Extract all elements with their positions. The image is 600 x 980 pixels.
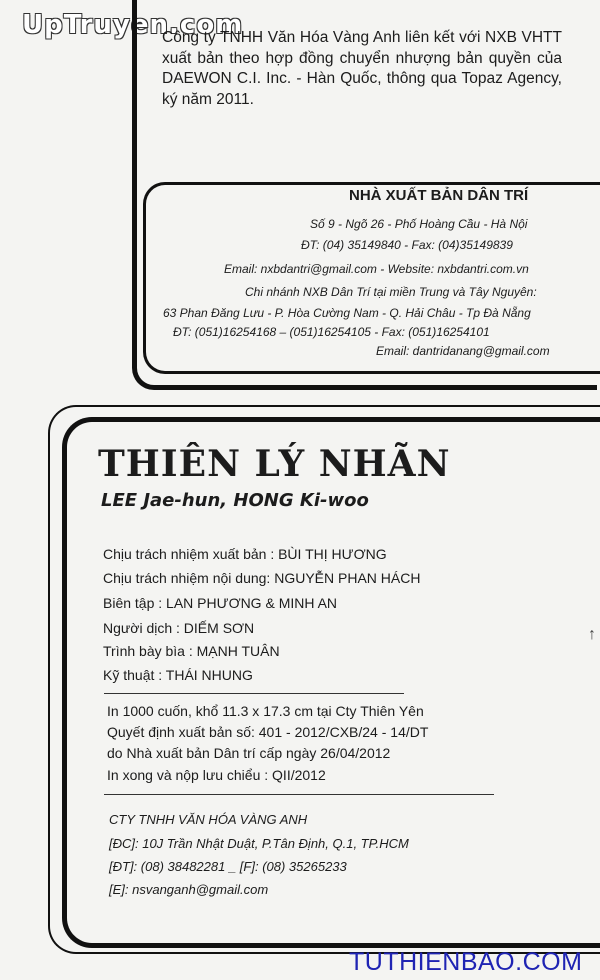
publishing-decision: Quyết định xuất bản số: 401 - 2012/CXB/24 - 14/DT [107,724,429,740]
divider-print [104,794,494,795]
credit-translator: Người dịch : DIẾM SƠN [103,620,255,636]
publishing-issued: do Nhà xuất bản Dân trí cấp ngày 26/04/2012 [107,745,391,761]
divider-credits [104,693,404,694]
company-phone: [ĐT]: (08) 38482281 _ [F]: (08) 35265233 [109,859,347,874]
publisher-branch-phone: ĐT: (051)16254168 – (051)16254105 - Fax: (051)16254101 [173,325,490,339]
publisher-branch: Chi nhánh NXB Dân Trí tại miền Trung và Tây Nguyên: [245,285,537,299]
company-email: [E]: nsvanganh@gmail.com [109,882,269,897]
legal-deposit: In xong và nộp lưu chiểu : QII/2012 [107,767,326,783]
publisher-email: Email: nxbdantri@gmail.com - Website: nxbdantri.com.vn [224,262,529,276]
publisher-phone: ĐT: (04) 35149840 - Fax: (04)35149839 [301,238,513,252]
company-address: [ĐC]: 10J Trần Nhật Duật, P.Tân Định, Q.1, TP.HCM [109,836,409,851]
print-run: In 1000 cuốn, khổ 11.3 x 17.3 cm tại Cty Thiên Yên [107,703,424,719]
watermark-logo: UpTruyen.com [22,10,244,40]
footer-site-link[interactable]: TUTHIENBAO.COM [349,948,583,976]
book-authors: LEE Jae-hun, HONG Ki-woo [101,490,369,511]
company-name: CTY TNHH VĂN HÓA VÀNG ANH [109,812,308,827]
publisher-branch-address: 63 Phan Đăng Lưu - P. Hòa Cường Nam - Q. Hải Châu - Tp Đà Nẵng [163,306,531,320]
credit-editor: Biên tập : LAN PHƯƠNG & MINH AN [103,595,338,611]
edge-mark-icon: ↑ [588,626,596,643]
publisher-address: Số 9 - Ngõ 26 - Phố Hoàng Cầu - Hà Nội [310,217,528,231]
credit-content-responsible: Chịu trách nhiệm nội dung: NGUYỄN PHAN HÁCH [103,570,421,586]
license-text: Công ty TNHH Văn Hóa Vàng Anh liên kết với NXB VHTT xuất bản theo hợp đồng chuyển nhượng bản quyền của DAEWON C.I. Inc. - Hàn Quốc, thông qua Topaz Agency, ký năm 2011. [162,29,562,108]
credit-publisher-responsible: Chịu trách nhiệm xuất bản : BÙI THỊ HƯƠNG [103,546,387,562]
book-title: THIÊN LÝ NHÃN [98,443,451,485]
publisher-branch-email: Email: dantridanang@gmail.com [376,344,550,358]
credit-technical: Kỹ thuật : THÁI NHUNG [103,667,253,683]
publisher-name: NHÀ XUẤT BẢN DÂN TRÍ [349,187,529,204]
credit-cover-design: Trình bày bìa : MẠNH TUÂN [103,643,280,659]
